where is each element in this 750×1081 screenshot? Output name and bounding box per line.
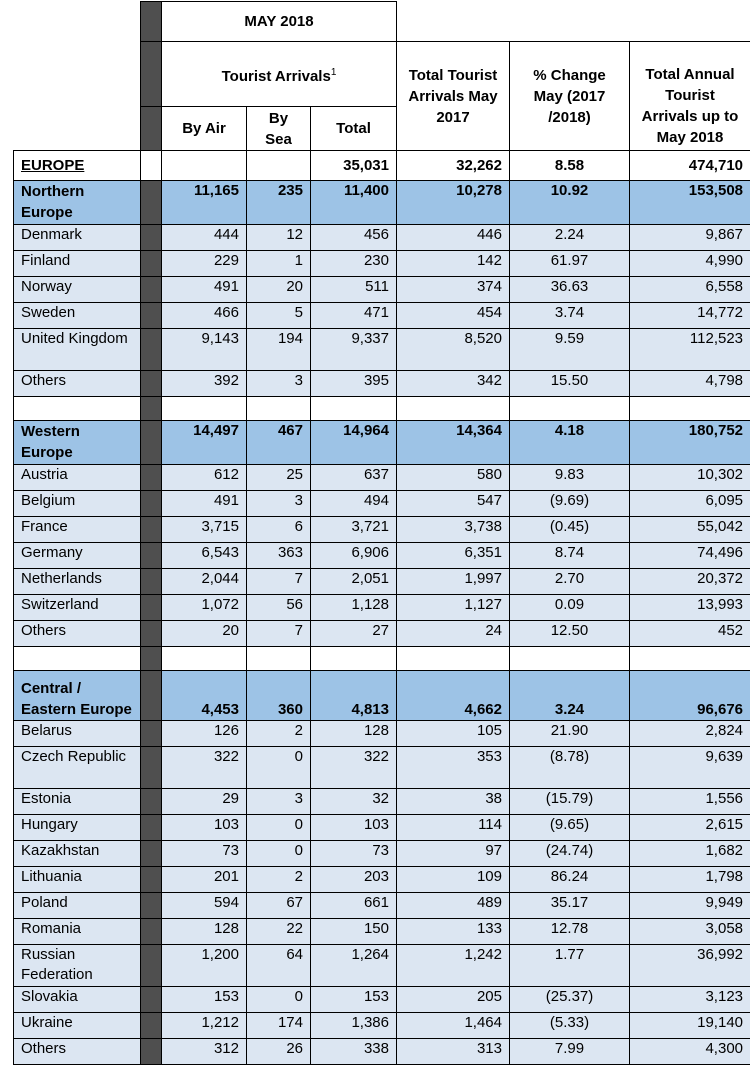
total-header: Total	[311, 107, 397, 151]
country-name: Switzerland	[14, 595, 141, 621]
country-row	[14, 721, 750, 747]
country-pct: 0.09	[510, 595, 630, 621]
europe-annual: 474,710	[630, 151, 750, 181]
country-air: 128	[162, 919, 247, 945]
country-name: Germany	[14, 543, 141, 569]
country-prev: 353	[397, 747, 510, 789]
country-row	[14, 815, 750, 841]
country-air: 126	[162, 721, 247, 747]
spacer-row	[14, 397, 750, 421]
country-name: Norway	[14, 277, 141, 303]
country-row	[14, 277, 750, 303]
country-pct: 61.97	[510, 251, 630, 277]
country-annual: 36,992	[630, 945, 750, 987]
country-prev: 1,127	[397, 595, 510, 621]
country-prev: 446	[397, 225, 510, 251]
country-name: Netherlands	[14, 569, 141, 595]
region-name: Western Europe	[14, 421, 141, 465]
country-annual: 2,824	[630, 721, 750, 747]
country-sea: 194	[247, 329, 311, 371]
country-annual: 10,302	[630, 465, 750, 491]
tourist-arrivals-table	[13, 1, 750, 1065]
country-sea: 56	[247, 595, 311, 621]
country-total: 661	[311, 893, 397, 919]
country-row	[14, 945, 750, 987]
country-name: Romania	[14, 919, 141, 945]
country-pct: (15.79)	[510, 789, 630, 815]
country-total: 3,721	[311, 517, 397, 543]
country-annual: 9,639	[630, 747, 750, 789]
country-name: Kazakhstan	[14, 841, 141, 867]
country-pct: 9.83	[510, 465, 630, 491]
country-prev: 580	[397, 465, 510, 491]
country-name: France	[14, 517, 141, 543]
country-air: 9,143	[162, 329, 247, 371]
country-total: 395	[311, 371, 397, 397]
country-sea: 3	[247, 491, 311, 517]
country-total: 494	[311, 491, 397, 517]
country-pct: (0.45)	[510, 517, 630, 543]
country-row	[14, 841, 750, 867]
country-prev: 1,242	[397, 945, 510, 987]
country-total: 9,337	[311, 329, 397, 371]
country-row	[14, 1039, 750, 1065]
country-prev: 1,464	[397, 1013, 510, 1039]
country-name: Others	[14, 621, 141, 647]
country-total: 456	[311, 225, 397, 251]
country-row	[14, 371, 750, 397]
country-prev: 109	[397, 867, 510, 893]
country-total: 230	[311, 251, 397, 277]
country-total: 153	[311, 987, 397, 1013]
country-row	[14, 251, 750, 277]
country-row	[14, 491, 750, 517]
country-name: Others	[14, 371, 141, 397]
country-sea: 363	[247, 543, 311, 569]
country-total: 2,051	[311, 569, 397, 595]
period-header: MAY 2018	[162, 2, 397, 42]
country-name: Belgium	[14, 491, 141, 517]
country-row	[14, 225, 750, 251]
country-air: 392	[162, 371, 247, 397]
region-pct: 4.18	[510, 421, 630, 465]
country-name: Czech Republic	[14, 747, 141, 789]
region-sea: 235	[247, 181, 311, 225]
country-total: 103	[311, 815, 397, 841]
country-annual: 9,949	[630, 893, 750, 919]
country-annual: 74,496	[630, 543, 750, 569]
country-sea: 12	[247, 225, 311, 251]
country-prev: 1,997	[397, 569, 510, 595]
country-pct: (5.33)	[510, 1013, 630, 1039]
country-pct: 1.77	[510, 945, 630, 987]
europe-total: 35,031	[311, 151, 397, 181]
country-row	[14, 789, 750, 815]
country-pct: 15.50	[510, 371, 630, 397]
country-sea: 0	[247, 987, 311, 1013]
country-prev: 38	[397, 789, 510, 815]
country-sea: 0	[247, 815, 311, 841]
country-air: 312	[162, 1039, 247, 1065]
country-air: 491	[162, 491, 247, 517]
region-name: Central / Eastern Europe	[14, 671, 141, 721]
country-prev: 547	[397, 491, 510, 517]
country-sea: 26	[247, 1039, 311, 1065]
country-name: Hungary	[14, 815, 141, 841]
country-row	[14, 1013, 750, 1039]
country-air: 29	[162, 789, 247, 815]
country-total: 338	[311, 1039, 397, 1065]
country-total: 6,906	[311, 543, 397, 569]
country-annual: 3,123	[630, 987, 750, 1013]
country-annual: 6,558	[630, 277, 750, 303]
country-total: 27	[311, 621, 397, 647]
country-air: 6,543	[162, 543, 247, 569]
country-air: 466	[162, 303, 247, 329]
country-sea: 64	[247, 945, 311, 987]
country-name: Belarus	[14, 721, 141, 747]
country-sea: 3	[247, 789, 311, 815]
country-total: 1,128	[311, 595, 397, 621]
annual-header: Total Annual Tourist Arrivals up to May 2018	[630, 42, 750, 151]
country-annual: 4,300	[630, 1039, 750, 1065]
country-sea: 2	[247, 721, 311, 747]
region-annual: 180,752	[630, 421, 750, 465]
country-pct: 35.17	[510, 893, 630, 919]
country-air: 1,072	[162, 595, 247, 621]
country-annual: 1,556	[630, 789, 750, 815]
country-air: 612	[162, 465, 247, 491]
region-total: 4,813	[311, 671, 397, 721]
country-name: Sweden	[14, 303, 141, 329]
region-row	[14, 671, 750, 721]
country-row	[14, 919, 750, 945]
country-name: Austria	[14, 465, 141, 491]
region-prev: 10,278	[397, 181, 510, 225]
country-sea: 7	[247, 569, 311, 595]
country-total: 73	[311, 841, 397, 867]
europe-pct: 8.58	[510, 151, 630, 181]
footnote-mark: 1	[330, 66, 337, 78]
country-name: Others	[14, 1039, 141, 1065]
country-sea: 22	[247, 919, 311, 945]
country-prev: 342	[397, 371, 510, 397]
country-row	[14, 621, 750, 647]
country-name: Ukraine	[14, 1013, 141, 1039]
country-air: 3,715	[162, 517, 247, 543]
region-annual: 153,508	[630, 181, 750, 225]
region-pct: 3.24	[510, 671, 630, 721]
country-total: 150	[311, 919, 397, 945]
country-pct: 2.70	[510, 569, 630, 595]
country-name: Slovakia	[14, 987, 141, 1013]
country-pct: 86.24	[510, 867, 630, 893]
country-sea: 174	[247, 1013, 311, 1039]
region-annual: 96,676	[630, 671, 750, 721]
country-row	[14, 893, 750, 919]
country-total: 637	[311, 465, 397, 491]
country-total: 203	[311, 867, 397, 893]
country-name: Finland	[14, 251, 141, 277]
country-sea: 2	[247, 867, 311, 893]
region-row	[14, 181, 750, 225]
country-sea: 5	[247, 303, 311, 329]
country-sea: 20	[247, 277, 311, 303]
country-prev: 133	[397, 919, 510, 945]
country-annual: 55,042	[630, 517, 750, 543]
country-annual: 1,682	[630, 841, 750, 867]
country-pct: 36.63	[510, 277, 630, 303]
country-annual: 112,523	[630, 329, 750, 371]
country-annual: 452	[630, 621, 750, 647]
country-row	[14, 543, 750, 569]
country-total: 32	[311, 789, 397, 815]
country-sea: 25	[247, 465, 311, 491]
region-air: 4,453	[162, 671, 247, 721]
region-row	[14, 421, 750, 465]
country-prev: 313	[397, 1039, 510, 1065]
region-total: 14,964	[311, 421, 397, 465]
country-name: Estonia	[14, 789, 141, 815]
country-total: 471	[311, 303, 397, 329]
country-annual: 2,615	[630, 815, 750, 841]
country-air: 491	[162, 277, 247, 303]
country-pct: 8.74	[510, 543, 630, 569]
country-pct: (8.78)	[510, 747, 630, 789]
country-row	[14, 569, 750, 595]
country-pct: (9.69)	[510, 491, 630, 517]
country-air: 444	[162, 225, 247, 251]
country-air: 73	[162, 841, 247, 867]
country-annual: 1,798	[630, 867, 750, 893]
country-air: 153	[162, 987, 247, 1013]
country-air: 594	[162, 893, 247, 919]
country-sea: 1	[247, 251, 311, 277]
country-prev: 114	[397, 815, 510, 841]
country-prev: 97	[397, 841, 510, 867]
country-sea: 7	[247, 621, 311, 647]
europe-total-row	[14, 151, 750, 181]
country-prev: 374	[397, 277, 510, 303]
country-pct: 21.90	[510, 721, 630, 747]
region-sea: 467	[247, 421, 311, 465]
region-sea: 360	[247, 671, 311, 721]
country-name: United Kingdom	[14, 329, 141, 371]
country-air: 201	[162, 867, 247, 893]
country-pct: (24.74)	[510, 841, 630, 867]
country-row	[14, 517, 750, 543]
country-prev: 489	[397, 893, 510, 919]
country-row	[14, 867, 750, 893]
country-sea: 6	[247, 517, 311, 543]
country-pct: (9.65)	[510, 815, 630, 841]
country-prev: 24	[397, 621, 510, 647]
region-air: 14,497	[162, 421, 247, 465]
country-total: 322	[311, 747, 397, 789]
country-row	[14, 747, 750, 789]
country-annual: 20,372	[630, 569, 750, 595]
country-annual: 4,990	[630, 251, 750, 277]
country-pct: 7.99	[510, 1039, 630, 1065]
country-prev: 6,351	[397, 543, 510, 569]
country-name: Denmark	[14, 225, 141, 251]
by-air-header: By Air	[162, 107, 247, 151]
country-prev: 454	[397, 303, 510, 329]
country-row	[14, 329, 750, 371]
country-annual: 9,867	[630, 225, 750, 251]
pct-change-header: % Change May (2017 /2018)	[510, 42, 630, 151]
country-pct: 2.24	[510, 225, 630, 251]
region-prev: 4,662	[397, 671, 510, 721]
country-annual: 3,058	[630, 919, 750, 945]
country-name: Russian Federation	[14, 945, 141, 987]
region-prev: 14,364	[397, 421, 510, 465]
country-air: 1,200	[162, 945, 247, 987]
country-pct: 12.50	[510, 621, 630, 647]
region-pct: 10.92	[510, 181, 630, 225]
by-sea-header: By Sea	[247, 107, 311, 151]
country-air: 229	[162, 251, 247, 277]
country-row	[14, 303, 750, 329]
country-sea: 0	[247, 747, 311, 789]
country-annual: 13,993	[630, 595, 750, 621]
tourist-arrivals-header: Tourist Arrivals$^1$	[162, 42, 397, 107]
country-air: 20	[162, 621, 247, 647]
country-row	[14, 595, 750, 621]
country-prev: 3,738	[397, 517, 510, 543]
divider-column	[141, 2, 162, 42]
country-row	[14, 987, 750, 1013]
corner-blank	[14, 2, 141, 42]
country-prev: 8,520	[397, 329, 510, 371]
country-pct: 3.74	[510, 303, 630, 329]
country-name: Poland	[14, 893, 141, 919]
country-prev: 205	[397, 987, 510, 1013]
country-annual: 6,095	[630, 491, 750, 517]
country-pct: (25.37)	[510, 987, 630, 1013]
europe-label: EUROPE	[14, 151, 141, 181]
region-total: 11,400	[311, 181, 397, 225]
europe-prev: 32,262	[397, 151, 510, 181]
spacer-row	[14, 647, 750, 671]
country-total: 1,264	[311, 945, 397, 987]
country-prev: 105	[397, 721, 510, 747]
country-air: 322	[162, 747, 247, 789]
region-air: 11,165	[162, 181, 247, 225]
country-total: 1,386	[311, 1013, 397, 1039]
country-air: 1,212	[162, 1013, 247, 1039]
country-sea: 67	[247, 893, 311, 919]
country-pct: 9.59	[510, 329, 630, 371]
country-annual: 4,798	[630, 371, 750, 397]
country-row	[14, 465, 750, 491]
region-name: Northern Europe	[14, 181, 141, 225]
country-prev: 142	[397, 251, 510, 277]
country-pct: 12.78	[510, 919, 630, 945]
country-total: 511	[311, 277, 397, 303]
country-name: Lithuania	[14, 867, 141, 893]
country-annual: 14,772	[630, 303, 750, 329]
country-air: 103	[162, 815, 247, 841]
country-annual: 19,140	[630, 1013, 750, 1039]
country-total: 128	[311, 721, 397, 747]
header-blank	[397, 2, 750, 42]
country-sea: 0	[247, 841, 311, 867]
total-prev-header: Total Tourist Arrivals May 2017	[397, 42, 510, 151]
country-air: 2,044	[162, 569, 247, 595]
country-sea: 3	[247, 371, 311, 397]
